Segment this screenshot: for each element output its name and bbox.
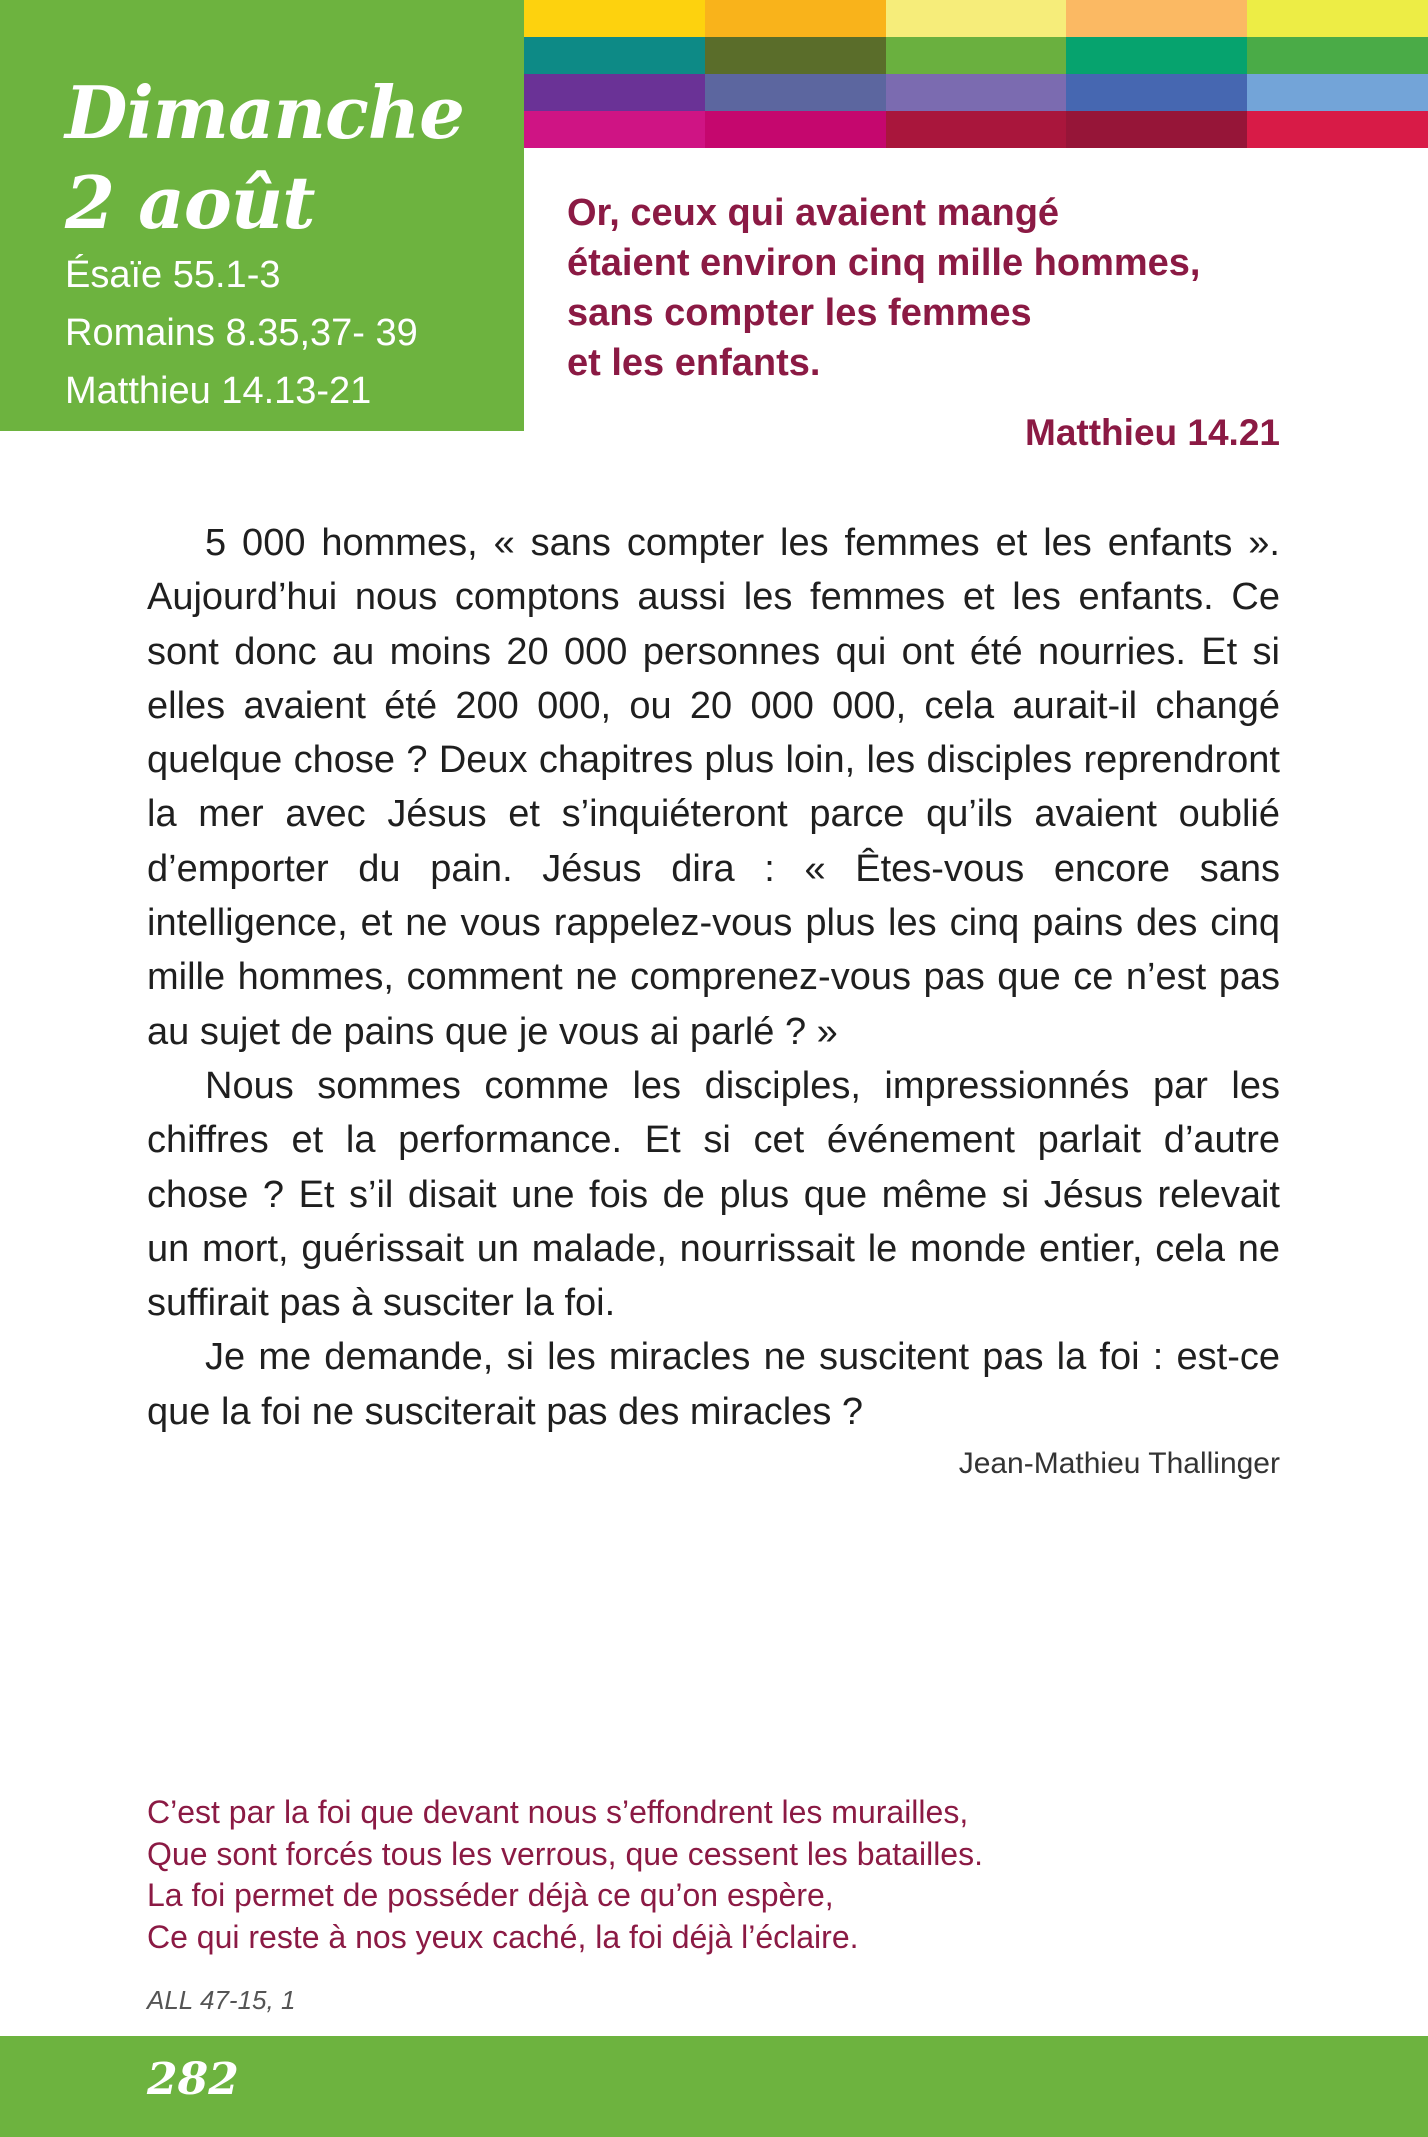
color-stripe-block xyxy=(1066,37,1247,74)
color-stripes-decoration xyxy=(524,0,1428,148)
color-stripe-block xyxy=(524,74,705,111)
reading-references xyxy=(65,246,418,420)
key-verse xyxy=(567,188,1287,388)
reading-reference: Romains 8.35,37- 39 xyxy=(65,312,418,354)
color-stripe-block xyxy=(705,111,886,148)
hymn-stanza xyxy=(147,1792,1147,1958)
color-stripe-block xyxy=(1066,111,1247,148)
color-stripe-block xyxy=(1247,37,1428,74)
hymn-line: Ce qui reste à nos yeux caché, la foi déjà l’éclaire. xyxy=(147,1918,859,1955)
hymn-line: Que sont forcés tous les verrous, que cessent les batailles. xyxy=(147,1835,983,1872)
date-header-box xyxy=(0,0,524,431)
day-title-line-2: 2 août xyxy=(65,160,315,245)
verse-reference: Matthieu 14.21 xyxy=(1025,412,1280,453)
paragraph: 5 000 hommes, « sans compter les femmes et les enfants ». Aujourd’hui nous comptons aussi les femmes et les enfants. Ce sont donc au moins 20 000 personnes qui ont été nourries. Et si elles avaient été 200 000, ou 20 000 000, cela aurait-il changé quelque chose ? Deux chapitres plus loin, les disciples reprendront la mer avec Jésus et s’inquiéteront parce qu’ils avaient oublié d’emporter du pain. Jésus dira : « Êtes-vous encore sans intelligence, et ne vous rappelez-vous plus les cinq pains des cinq mille hommes, comment ne comprenez-vous pas que ce n’est pas au sujet de pains que je vous ai parlé ? » xyxy=(147,522,1280,1053)
page-number: 282 xyxy=(147,2054,239,2105)
verse-line: sans compter les femmes xyxy=(567,292,1032,334)
color-stripe-block xyxy=(705,74,886,111)
color-stripe-block xyxy=(1247,74,1428,111)
verse-line: et les enfants. xyxy=(567,342,821,384)
reading-reference: Ésaïe 55.1-3 xyxy=(65,254,281,296)
color-stripe-block xyxy=(886,111,1067,148)
day-title-line-1: Dimanche xyxy=(65,70,464,155)
verse-line: Or, ceux qui avaient mangé xyxy=(567,192,1060,234)
color-stripe-block xyxy=(524,37,705,74)
color-stripe-block xyxy=(524,111,705,148)
verse-line: étaient environ cinq mille hommes, xyxy=(567,242,1201,284)
hymn-reference: ALL 47-15, 1 xyxy=(147,1985,296,2015)
day-title xyxy=(65,68,515,248)
color-stripe-block xyxy=(1247,111,1428,148)
hymn-line: La foi permet de posséder déjà ce qu’on espère, xyxy=(147,1877,834,1913)
color-stripe-block xyxy=(886,0,1067,37)
color-stripe-block xyxy=(886,37,1067,74)
color-stripe-block xyxy=(1247,0,1428,37)
meditation-text xyxy=(147,516,1280,1439)
author-name: Jean-Mathieu Thallinger xyxy=(958,1447,1280,1480)
color-stripe-block xyxy=(705,0,886,37)
paragraph: Nous sommes comme les disciples, impressionnés par les chiffres et la performance. Et si cet événement parlait d’autre chose ? Et s’il disait une fois de plus que même si Jésus relevait un mort, guérissait un malade, nourrissait le monde entier, cela ne suffirait pas à susciter la foi. xyxy=(147,1064,1280,1325)
color-stripe-block xyxy=(1066,74,1247,111)
color-stripe-block xyxy=(705,37,886,74)
color-stripe-block xyxy=(886,74,1067,111)
hymn-line: C’est par la foi que devant nous s’effondrent les murailles, xyxy=(147,1794,969,1830)
color-stripe-block xyxy=(1066,0,1247,37)
color-stripe-block xyxy=(524,0,705,37)
footer-bar xyxy=(0,2036,1428,2137)
reading-reference: Matthieu 14.13-21 xyxy=(65,370,372,412)
paragraph: Je me demande, si les miracles ne suscitent pas la foi : est-ce que la foi ne susciterait pas des miracles ? xyxy=(147,1336,1280,1433)
